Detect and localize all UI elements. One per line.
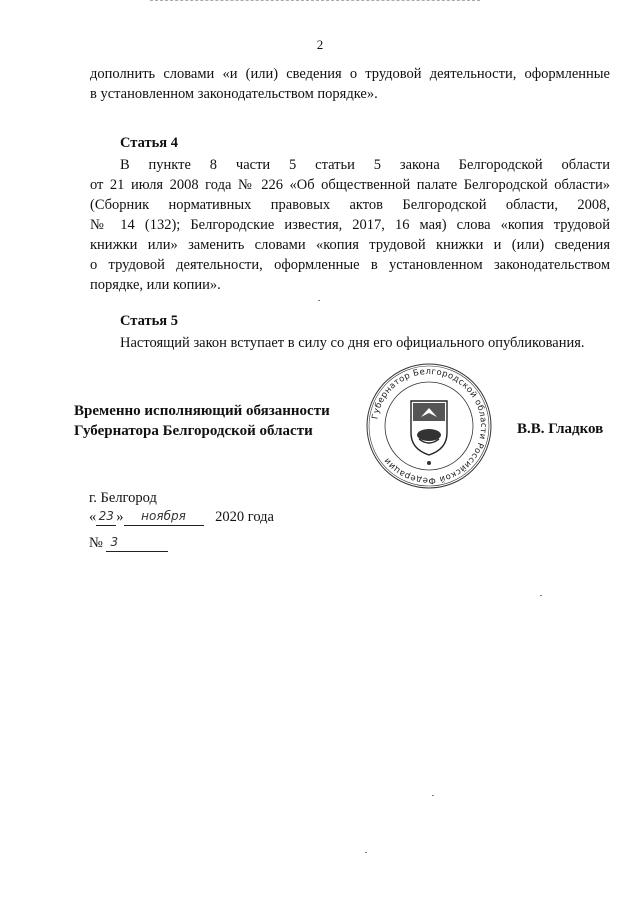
- article-5-text: Настоящий закон вступает в силу со дня его официального опубликования.: [120, 335, 585, 351]
- date-day: 23: [96, 509, 116, 526]
- page-number: 2: [316, 37, 324, 52]
- date-month: ноября: [124, 509, 204, 526]
- law-number-line: [89, 535, 168, 552]
- scan-speck: [432, 795, 434, 796]
- signatory-title-line-2: Губернатора Белгородской области: [74, 423, 313, 439]
- scan-speck: [365, 852, 367, 853]
- article-4-line: № 14 (132); Белгородские известия, 2017, 16 мая) слова «копия трудовой: [90, 217, 610, 233]
- signatory-title: [74, 401, 330, 441]
- article-4-line: порядке, или копии».: [90, 277, 221, 293]
- article-4-line: от 21 июля 2008 года № 226 «Об общественной палате Белгородской области»: [90, 177, 610, 193]
- article-5-heading: Статья 5: [120, 313, 178, 329]
- scan-speck: [318, 300, 320, 301]
- city: г. Белгород: [89, 490, 157, 506]
- scan-edge: [150, 0, 480, 2]
- intro-line-1: дополнить словами «и (или) сведения о трудовой деятельности, оформленные: [90, 66, 610, 82]
- date-year: 2020 года: [215, 509, 274, 525]
- date-close-quote: »: [116, 509, 124, 525]
- intro-line-2: в установленном законодательством порядке».: [90, 86, 378, 102]
- article-4-line: В пункте 8 части 5 статьи 5 закона Белгородской области: [120, 157, 610, 173]
- scan-speck: [540, 595, 542, 596]
- date-line: [89, 509, 274, 526]
- number-label: №: [89, 535, 103, 551]
- signatory-title-line-1: Временно исполняющий обязанности: [74, 403, 330, 419]
- official-seal: [364, 361, 494, 491]
- article-4-line: (Сборник нормативных правовых актов Белгородской области, 2008,: [90, 197, 610, 213]
- coat-of-arms-icon: [411, 401, 447, 465]
- article-4-heading: Статья 4: [120, 135, 178, 151]
- article-4-line: книжки или» заменить словами «копия трудовой книжки и (или) сведения: [90, 237, 610, 253]
- date-open-quote: «: [89, 509, 97, 525]
- signatory-name: В.В. Гладков: [517, 421, 604, 437]
- seal-text: Губернатор Белгородской области Российской Федерации: [370, 366, 489, 486]
- article-4-line: о трудовой деятельности, оформленные в установленном законодательством: [90, 257, 610, 273]
- law-number: 3: [106, 535, 168, 552]
